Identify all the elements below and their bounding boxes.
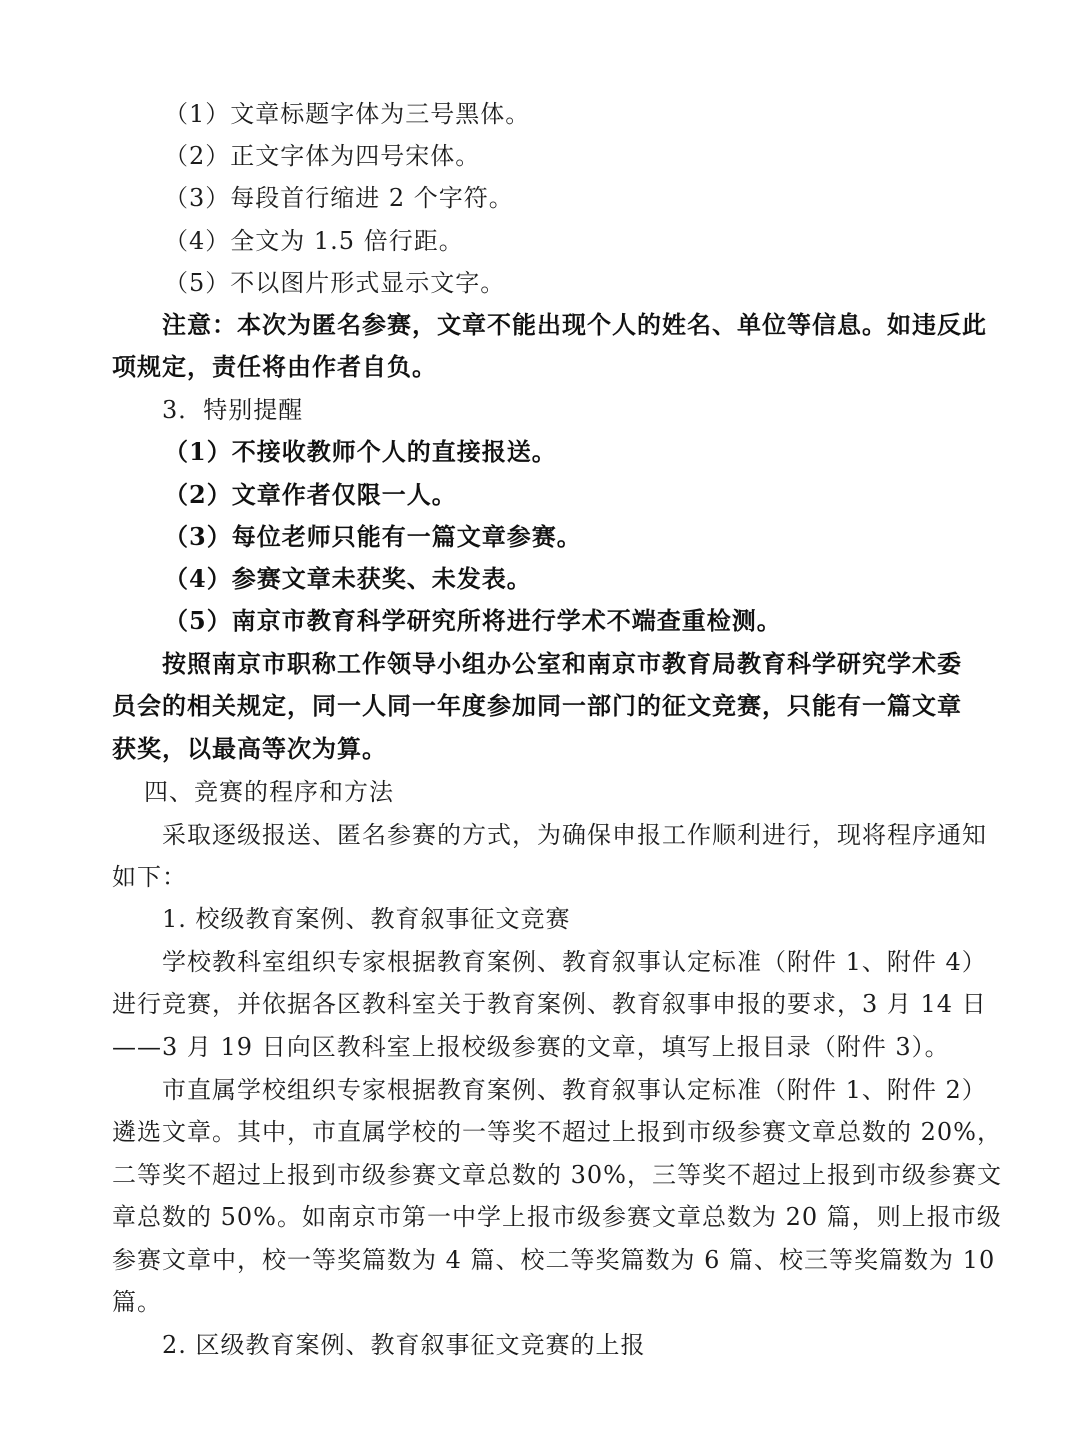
notice-line-2: 项规定，责任将由作者自负。: [112, 352, 437, 381]
award-rule-line-2: 员会的相关规定，同一人同一年度参加同一部门的征文竞赛，只能有一篇文章: [112, 691, 962, 720]
format-item-3: （3）每段首行缩进 2 个字符。: [164, 184, 514, 212]
reminder-item-1: （1）不接收教师个人的直接报送。: [164, 437, 557, 466]
award-rule-line-3: 获奖，以最高等次为算。: [112, 734, 387, 763]
school-para2-line-3: 二等奖不超过上报到市级参赛文章总数的 30%，三等奖不超过上报到市级参赛文: [112, 1161, 1002, 1189]
school-para2-line-4: 章总数的 50%。如南京市第一中学上报市级参赛文章总数为 20 篇，则上报市级: [112, 1203, 1002, 1231]
reminder-item-2: （2）文章作者仅限一人。: [164, 480, 457, 509]
award-rule-line-1: 按照南京市职称工作领导小组办公室和南京市教育局教育科学研究学术委: [162, 649, 962, 678]
reminder-item-3: （3）每位老师只能有一篇文章参赛。: [164, 522, 582, 551]
notice-line-1: 注意：本次为匿名参赛，文章不能出现个人的姓名、单位等信息。如违反此: [162, 310, 987, 339]
school-para2-line-2: 遴选文章。其中，市直属学校的一等奖不超过上报到市级参赛文章总数的 20%，: [112, 1118, 1002, 1146]
reminder-item-4: （4）参赛文章未获奖、未发表。: [164, 564, 532, 593]
format-item-1: （1）文章标题字体为三号黑体。: [164, 100, 531, 128]
reminder-item-5: （5）南京市教育科学研究所将进行学术不端查重检测。: [164, 606, 782, 635]
format-item-4: （4）全文为 1.5 倍行距。: [164, 227, 464, 255]
format-item-2: （2）正文字体为四号宋体。: [164, 142, 481, 170]
school-para1-line-1: 学校教科室组织专家根据教育案例、教育叙事认定标准（附件 1、附件 4）: [162, 948, 987, 976]
section-four-heading: 四、竞赛的程序和方法: [144, 778, 394, 806]
school-para2-line-1: 市直属学校组织专家根据教育案例、教育叙事认定标准（附件 1、附件 2）: [162, 1076, 987, 1104]
section-four-intro-line-1: 采取逐级报送、匿名参赛的方式，为确保申报工作顺利进行，现将程序通知: [162, 821, 987, 849]
school-para1-line-2: 进行竞赛，并依据各区教科室关于教育案例、教育叙事申报的要求，3 月 14 日: [112, 990, 987, 1018]
school-level-heading: 1. 校级教育案例、教育叙事征文竞赛: [162, 905, 571, 933]
section-four-intro-line-2: 如下：: [112, 863, 187, 891]
school-para2-line-5: 参赛文章中，校一等奖篇数为 4 篇、校二等奖篇数为 6 篇、校三等奖篇数为 10: [112, 1246, 996, 1274]
format-item-5: （5）不以图片形式显示文字。: [164, 269, 506, 297]
special-reminder-heading: 3．特别提醒: [162, 396, 304, 424]
school-para1-line-3: ——3 月 19 日向区教科室上报校级参赛的文章，填写上报目录（附件 3）。: [112, 1033, 950, 1061]
school-para2-line-6: 篇。: [112, 1288, 162, 1316]
district-level-heading: 2. 区级教育案例、教育叙事征文竞赛的上报: [162, 1331, 646, 1359]
